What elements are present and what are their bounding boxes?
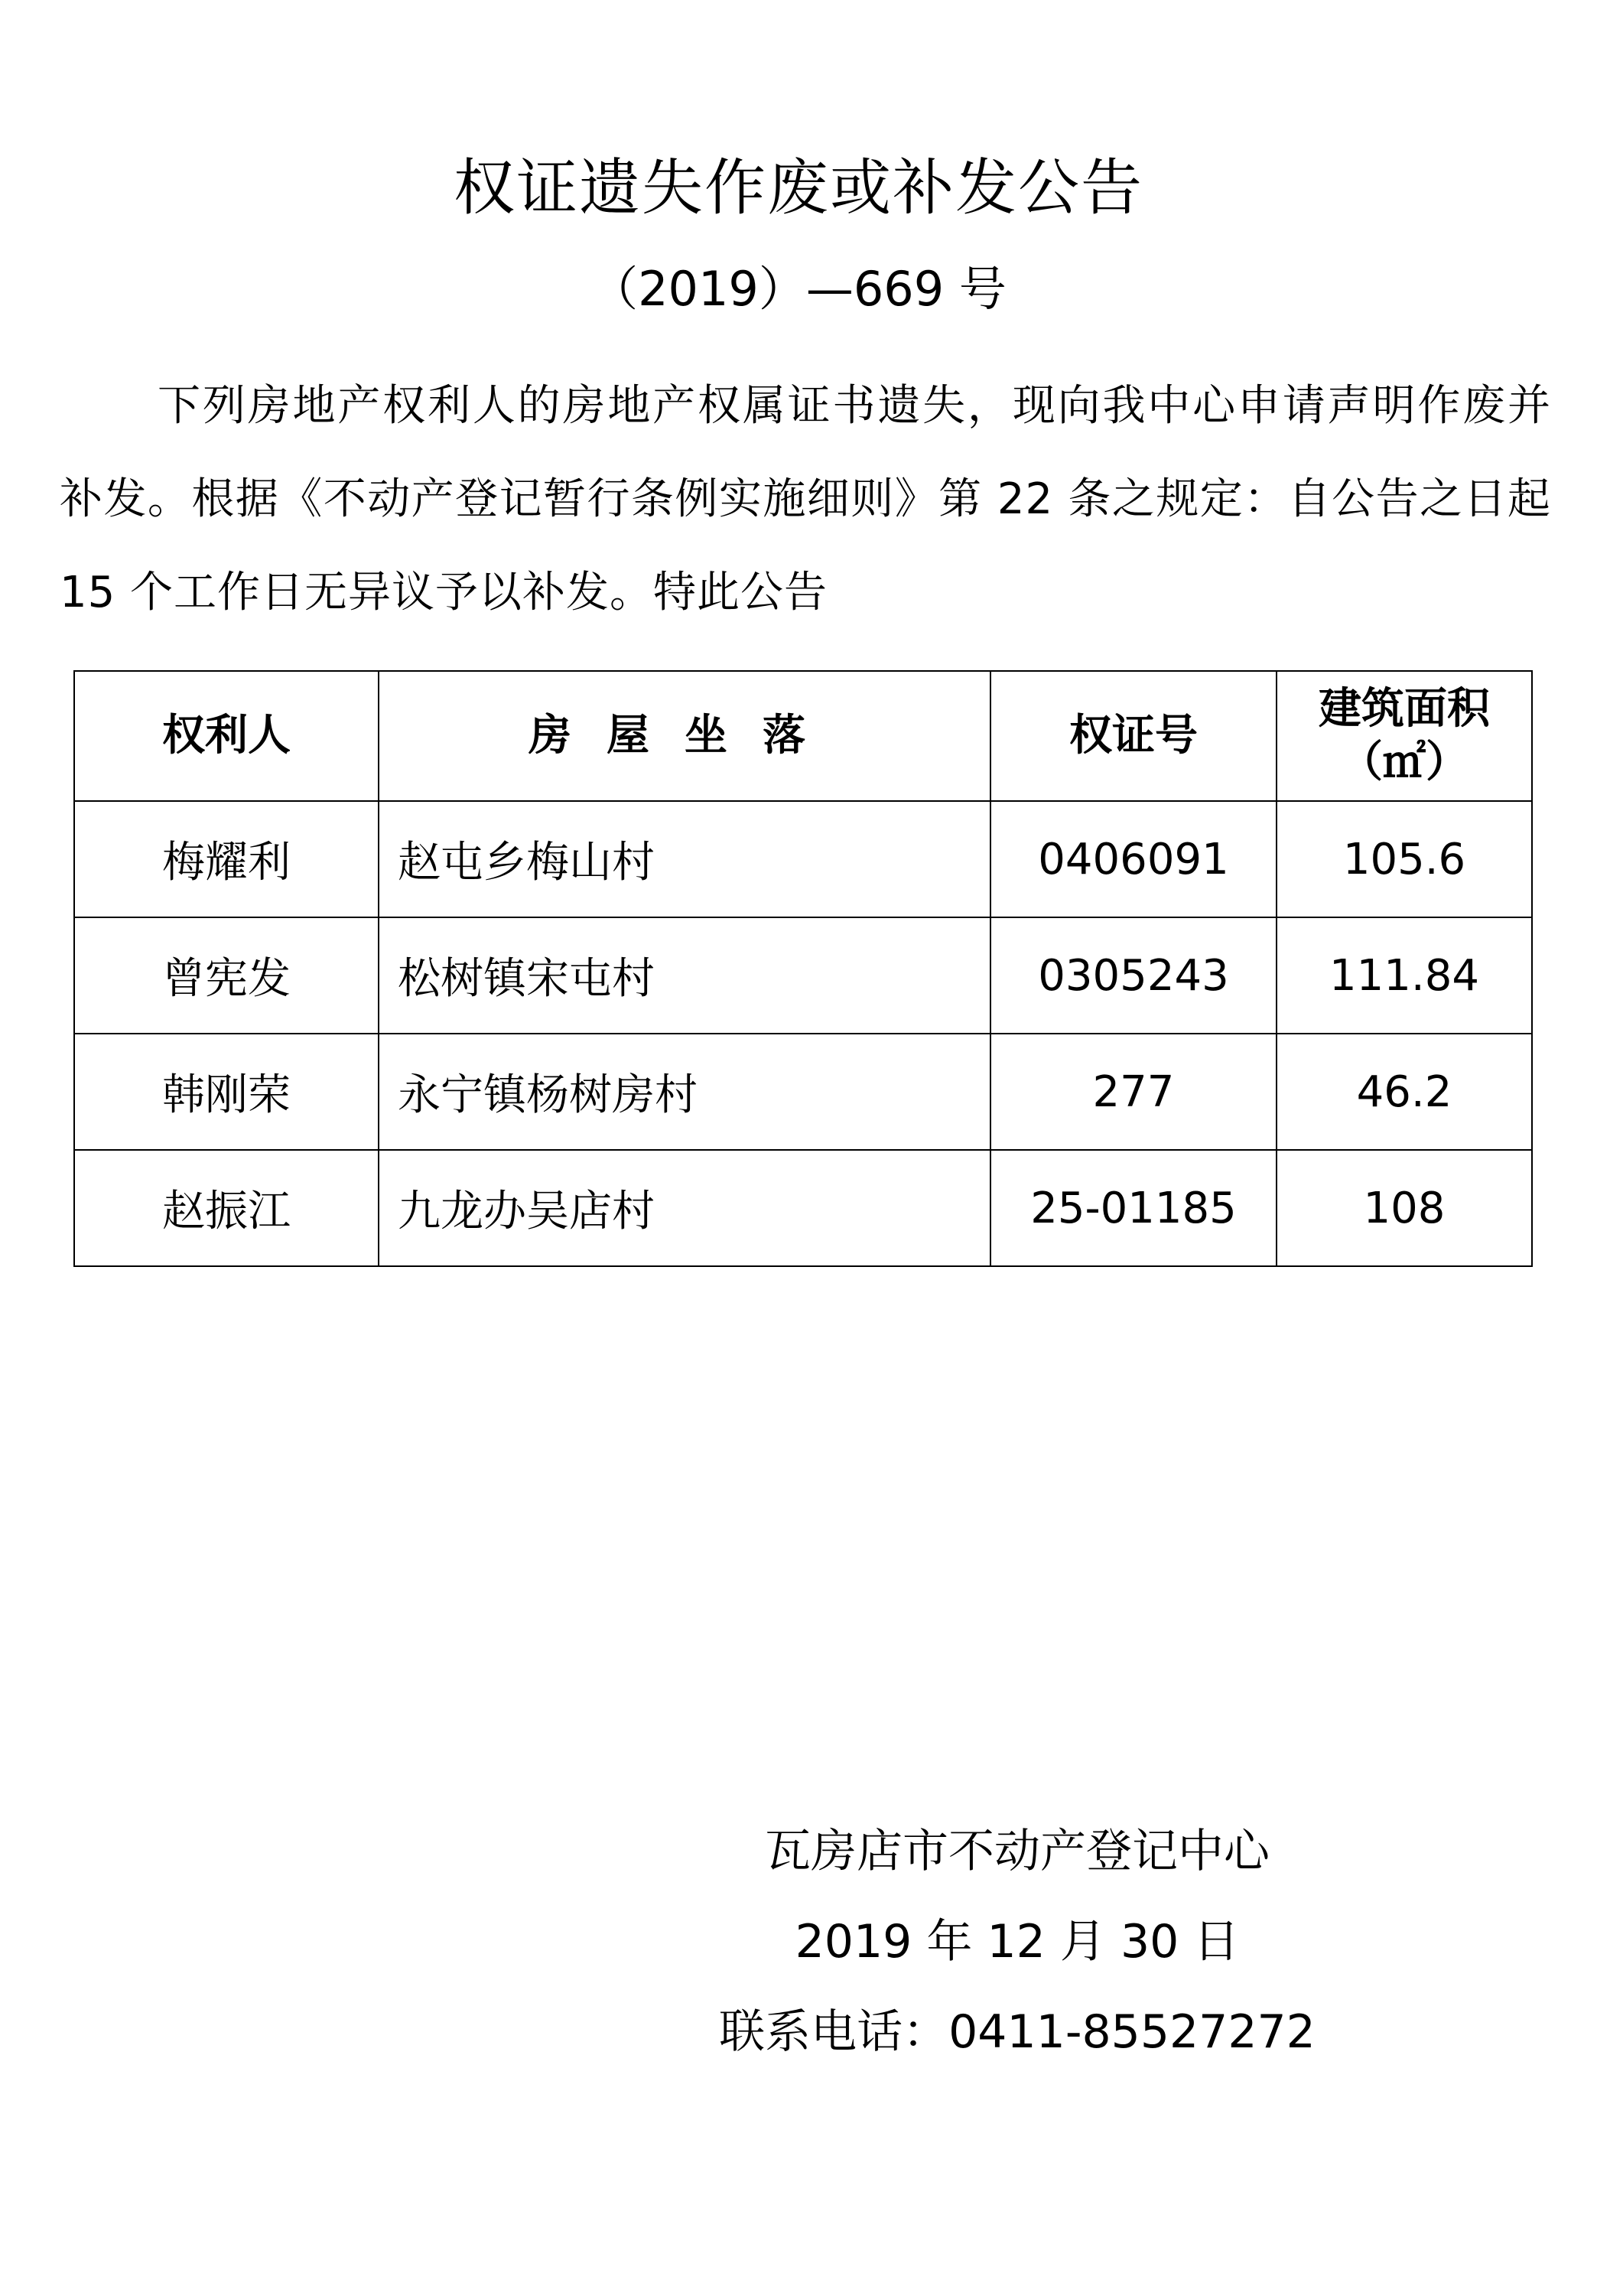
header-owner: 权利人 — [74, 671, 379, 801]
location-cell: 九龙办吴店村 — [379, 1150, 990, 1266]
area-cell: 111.84 — [1277, 917, 1532, 1034]
certificate-cell: 0406091 — [990, 801, 1277, 917]
header-area-unit: （㎡） — [1340, 738, 1469, 787]
certificate-cell: 277 — [990, 1034, 1277, 1150]
header-certificate: 权证号 — [990, 671, 1277, 801]
issue-date: 2019 年 12 月 30 日 — [795, 1915, 1240, 1969]
header-location: 房屋坐落 — [379, 671, 990, 801]
table-row — [74, 1034, 1532, 1150]
table-row — [74, 1150, 1532, 1266]
table-row — [74, 801, 1532, 917]
area-cell: 46.2 — [1277, 1034, 1532, 1150]
area-cell: 108 — [1277, 1150, 1532, 1266]
owner-cell: 梅耀利 — [74, 801, 379, 917]
location-cell: 永宁镇杨树房村 — [379, 1034, 990, 1150]
certificate-cell: 0305243 — [990, 917, 1277, 1034]
announcement-number: （2019）—669 号 — [590, 261, 1007, 317]
owner-cell: 赵振江 — [74, 1150, 379, 1266]
area-cell: 105.6 — [1277, 801, 1532, 917]
table-row — [74, 917, 1532, 1034]
header-area — [1277, 671, 1532, 801]
announcement-body: 下列房地产权利人的房地产权属证书遗失，现向我中心申请声明作废并补发。根据《不动产登记暂行条例实施细则》第 22 条之规定：自公告之日起 15 个工作日无异议予以补发。特此公告 — [60, 381, 1551, 617]
certificate-cell: 25-01185 — [990, 1150, 1277, 1266]
location-cell: 松树镇宋屯村 — [379, 917, 990, 1034]
table-header-row — [74, 671, 1532, 801]
owner-cell: 韩刚荣 — [74, 1034, 379, 1150]
lost-certificates-table — [73, 670, 1533, 1267]
issuing-organization: 瓦房店市不动产登记中心 — [765, 1825, 1270, 1878]
page-title: 权证遗失作废或补发公告 — [454, 152, 1143, 223]
contact-phone: 联系电话：0411-85527272 — [719, 2005, 1316, 2059]
location-cell: 赵屯乡梅山村 — [379, 801, 990, 917]
header-area-label: 建筑面积 — [1319, 684, 1490, 734]
owner-cell: 曾宪发 — [74, 917, 379, 1034]
